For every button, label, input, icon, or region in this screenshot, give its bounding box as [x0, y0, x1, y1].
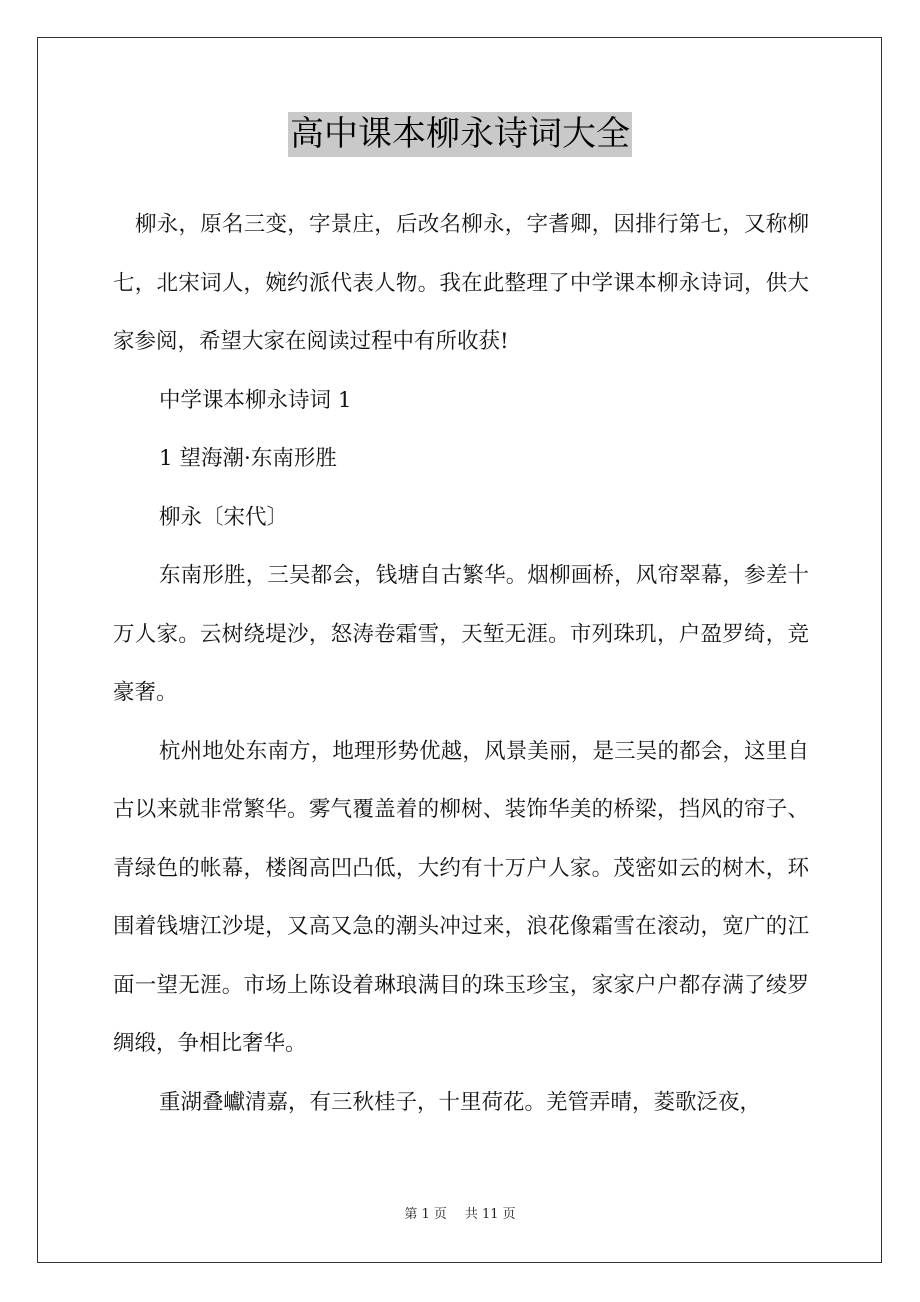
page-footer [0, 1203, 920, 1222]
page-total: 共 11 页 [464, 1207, 516, 1222]
document-body [113, 196, 809, 1132]
title-container [0, 112, 920, 157]
translation-paragraph: 杭州地处东南方，地理形势优越，风景美丽，是三吴的都会，这里自古以来就非常繁华。雾气覆盖着的柳树、装饰华美的桥梁，挡风的帘子、青绿色的帐幕，楼阁高凹凸低，大约有十万户人家。茂密如云的树木，环围着钱塘江沙堤，又高又急的潮头冲过来，浪花像霜雪在滚动，宽广的江面一望无涯。市场上陈设着琳琅满目的珠玉珍宝，家家户户都存满了绫罗绸缎，争相比奢华。 [113, 738, 809, 1056]
poem-stanza-1: 东南形胜，三吴都会，钱塘自古繁华。烟柳画桥，风帘翠幕，参差十万人家。云树绕堤沙，怒涛卷霜雪，天堑无涯。市列珠玑，户盈罗绮，竞豪奢。 [113, 563, 809, 705]
poem-stanza-2: 重湖叠巘清嘉，有三秋桂子，十里荷花。羌管弄晴，菱歌泛夜， [159, 1089, 762, 1115]
poem-title: 1 望海潮·东南形胜 [159, 446, 337, 471]
page-number: 第 1 页 [404, 1207, 447, 1222]
document-title: 高中课本柳永诗词大全 [288, 112, 632, 157]
intro-paragraph: 柳永，原名三变，字景庄，后改名柳永，字耆卿，因排行第七，又称柳七，北宋词人，婉约派代表人物。我在此整理了中学课本柳永诗词，供大家参阅，希望大家在阅读过程中有所收获! [113, 212, 809, 354]
poem-author: 柳永〔宋代〕 [159, 504, 289, 530]
section-heading: 中学课本柳永诗词 1 [159, 387, 352, 413]
